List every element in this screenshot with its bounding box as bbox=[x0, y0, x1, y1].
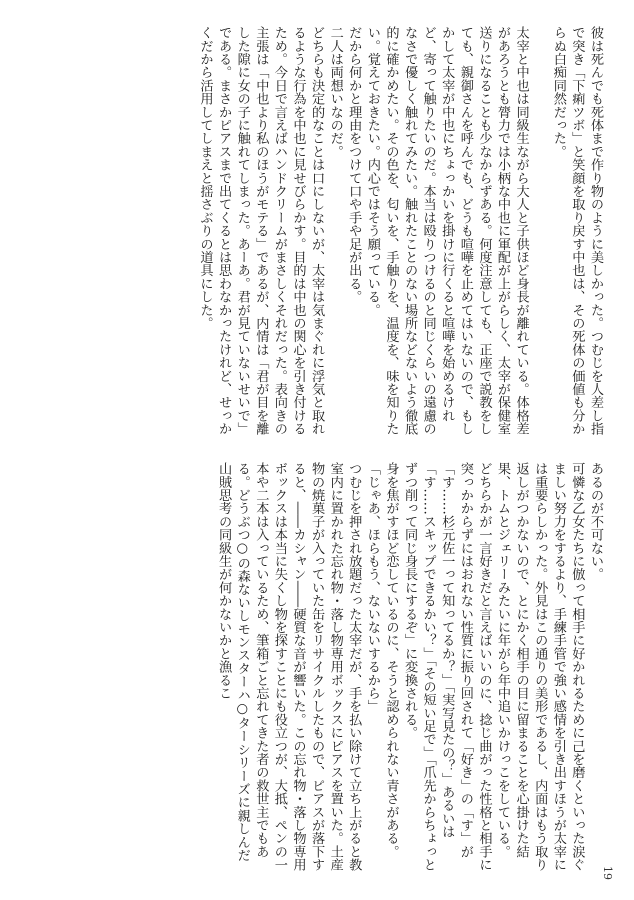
upper-text-block: 彼は死んでも死体まで作り物のように美しかった。つむじを人差し指で突き「下痢ツボ」と笑顔を取り戻す中也は、その死体の価値も分からぬ白痴同然だった。 太宰と中也は同級生ながら大人と子供ほど身長が離れている。体格差があろうとも膂力では小柄な中也に軍配が上がらしく、太宰が保健室送りになることも少なからずある。何度注意しても、正座で説教をしても、親御さんを呼んでも、どうも喧嘩を止めてはいないので、もしかして太宰が中也にちょっかいを掛けに行くると喧嘩を始めるけれど、寄って触りたいのだ。本当は殴りつけるのと同じくらいの遠慮のなさで優しく触れてみたい。触れたことのない場所などないよう徹底的に確かめたい。その色を、匂いを、手触りを、温度を、味を知りたい。覚えておきたい。内心ではそう願っている。 だから何かと理由をつけて口や手や足が出る。 二人は両想いなのだ。 どちらも決定的なことは口にしないが、太宰は気まぐれに浮気と取れるような行為を中也に見せびらかす。目的は中也の関心を引き付けるため。今日で言えばハンドクリームがまさしくそれだった。表向きの主張は「中也より私のほうがモテる」であるが、内情は「君が目を離した隙に女の子に触れてしまった。あーあ。君が見ていないせいで」である。まさかピアスまで出てくるとは思わなかったけれど、せっかくだから活用してしまえと揺さぶりの道具にした。 bbox=[197, 26, 603, 436]
page-number: 19 bbox=[601, 866, 614, 880]
lower-text-block: あるのが不可ない。 可憐な乙女たちに倣って相手に好かれるために己を磨くといった涙ぐましい努力をするより、手練手管で強い感情を引き出すほうが太宰には重要らしかった。外見はこの通りの美形であるし、内面はもう取り返しがつかないので、とにかく相手の目に留まることを心掛けた結果、トムとジェリーみたいに年がら年中追いかけっこをしている。 どちらかが一言好きだと言えばいいのに、捻じ曲がった性格と相手に突っかからずにはおれない性質に振り回されて「好き」の「す」が「す……杉元佐一って知ってるか？」「実写見たの？」あるいは「す……スキップできるかい？」「その短い足で」「爪先からちょっとずつ削って同じ身長にするぞ」に変換される。 身を焦がすほど恋しているのに、そうと認められない青さがある。 「じゃあ、ほらもう、ないないするから」 つむじを押され放題だった太宰だが、手を払い除けて立ち上がると教室内に置かれた忘れ物・落し物専用ボックスにピアスを置いた。土産物の焼菓子が入っていた缶をリサイクルしたもので、ピアスが落下すると、――カシャン――硬質な音が響いた。この忘れ物・落し物専用ボックスは本当に失くし物を探すことにも役立つが、大抵、ペンの一本や二本は入っているため、筆箱ごと忘れてきた者の救世主でもある。どうぶつ○の森ないしモンスターハ○ターシリーズに親しんだ山賊思考の同級生が何かないかと漁るこ bbox=[216, 462, 603, 872]
